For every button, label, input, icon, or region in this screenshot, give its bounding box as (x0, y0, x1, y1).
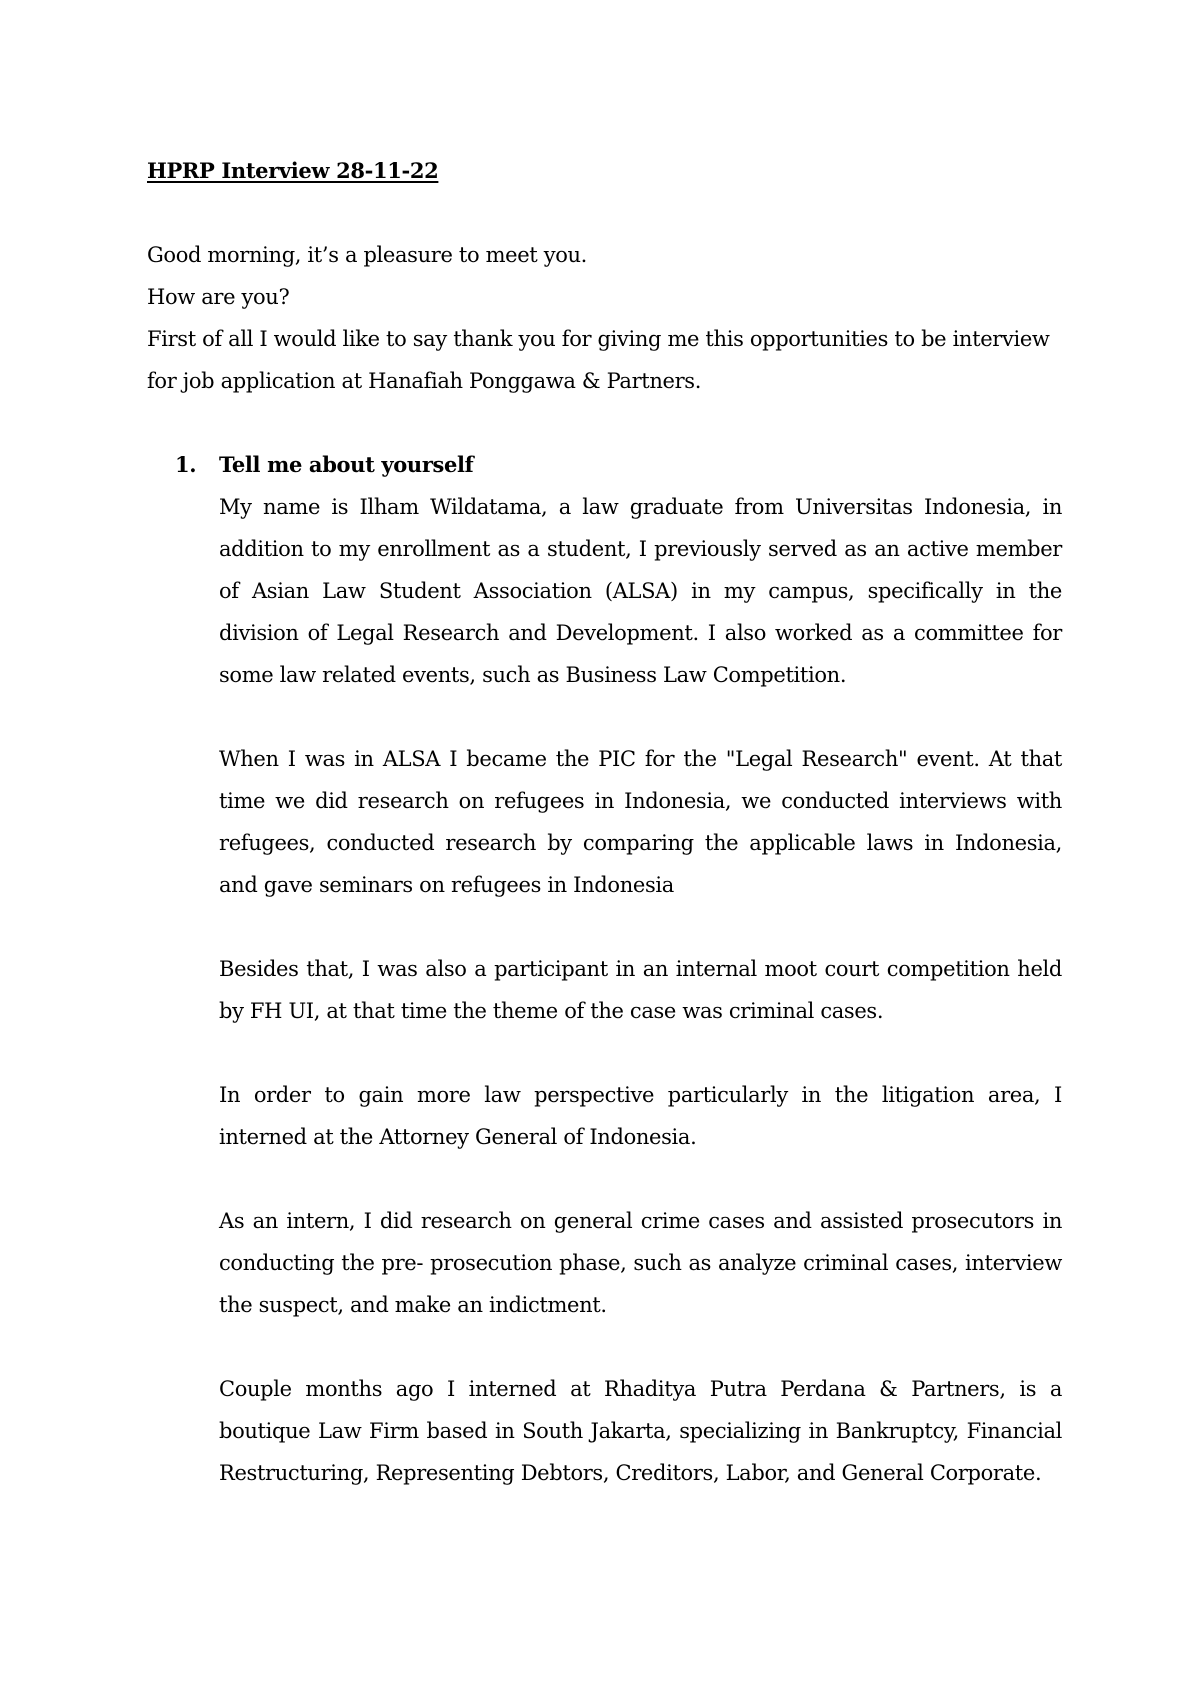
answer-section (219, 486, 1062, 1494)
document-title: HPRP Interview 28-11-22 (147, 158, 439, 183)
answer-paragraph: Couple months ago I interned at Rhaditya Putra Perdana & Partners, is a boutique Law Firm based in South Jakarta, specializing in Bankruptcy, Financial Restructuring, Representing Debtors, Creditors, Labor, and General Corporate. (219, 1377, 1062, 1485)
answer-paragraph: In order to gain more law perspective particularly in the litigation area, I interned at the Attorney General of Indonesia. (219, 1083, 1062, 1149)
intro-line: Good morning, it’s a pleasure to meet you. (147, 243, 588, 267)
intro-line: How are you? (147, 285, 290, 309)
answer-paragraph: When I was in ALSA I became the PIC for the "Legal Research" event. At that time we did research on refugees in Indonesia, we conducted interviews with refugees, conducted research by comparing the applicable laws in Indonesia, and gave seminars on refugees in Indonesia (219, 747, 1062, 897)
intro-line: First of all I would like to say thank you for giving me this opportunities to be interview for job application at Hanafiah Ponggawa & Partners. (147, 327, 1050, 393)
question-title: Tell me about yourself (219, 452, 474, 477)
intro-section (147, 234, 1062, 402)
question-list (147, 444, 1062, 1494)
document-body (147, 150, 1062, 1494)
question-item (147, 444, 1062, 1494)
answer-paragraph: Besides that, I was also a participant in an internal moot court competition held by FH UI, at that time the theme of the case was criminal cases. (219, 957, 1062, 1023)
question-number: 1. (175, 452, 197, 477)
answer-paragraph: My name is Ilham Wildatama, a law graduate from Universitas Indonesia, in addition to my enrollment as a student, I previously served as an active member of Asian Law Student Association (ALSA) in my campus, specifically in the division of Legal Research and Development. I also worked as a committee for some law related events, such as Business Law Competition. (219, 495, 1062, 687)
answer-paragraph: As an intern, I did research on general crime cases and assisted prosecutors in conducting the pre- prosecution phase, such as analyze criminal cases, interview the suspect, and make an indictment. (219, 1209, 1062, 1317)
